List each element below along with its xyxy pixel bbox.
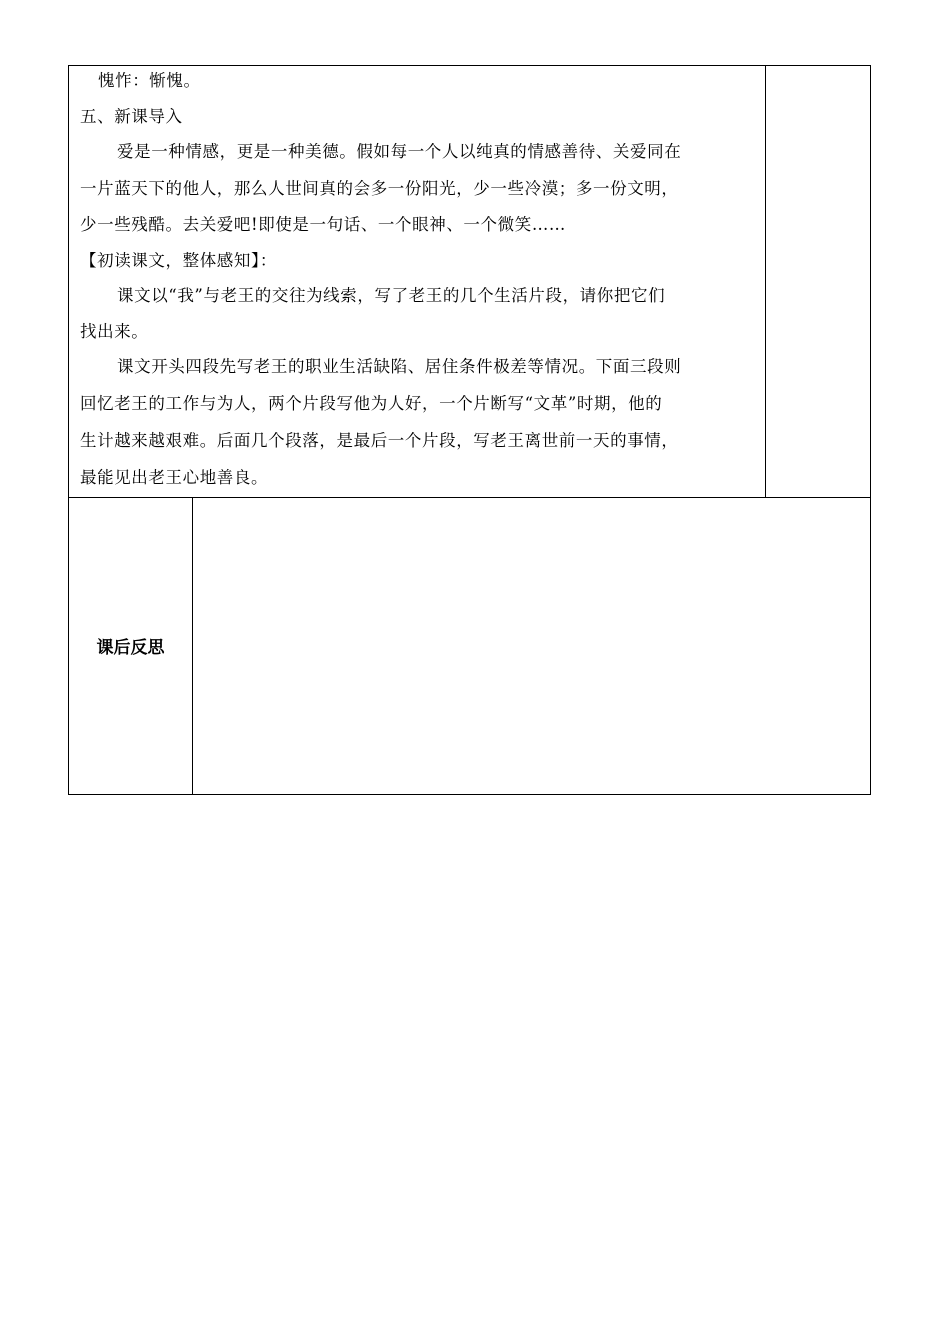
paragraph-line: 爱是一种情感，更是一种美德。假如每一个人以纯真的情感善待、关爱同在 (117, 142, 682, 161)
paragraph-line: 生计越来越艰难。后面几个段落，是最后一个片段，写老王离世前一天的事情， (80, 431, 679, 450)
paragraph-line: 最能见出老王心地善良。 (80, 468, 269, 487)
paragraph-line: 课文开头四段先写老王的职业生活缺陷、居住条件极差等情况。下面三段则 (117, 357, 682, 376)
vocab-note-line: 愧怍：惭愧。 (98, 71, 201, 90)
paragraph-line: 回忆老王的工作与为人，两个片段写他为人好，一个片断写“文革”时期，他的 (80, 394, 663, 413)
reflection-label: 课后反思 (96, 638, 165, 658)
section-heading: 五、新课导入 (80, 107, 183, 126)
reflection-label-cell (68, 497, 193, 795)
paragraph-line: 一片蓝天下的他人，那么人世间真的会多一份阳光，少一些冷漠；多一份文明， (80, 179, 679, 198)
reflection-body-cell (192, 497, 871, 795)
paragraph-line: 找出来。 (80, 322, 149, 341)
paragraph-line: 少一些残酷。去关爱吧!即使是一句话、一个眼神、一个微笑…… (80, 215, 567, 234)
paragraph-line: 课文以“我”与老王的交往为线索，写了老王的几个生活片段，请你把它们 (117, 286, 666, 305)
notes-side-cell (765, 65, 871, 498)
subsection-heading: 【初读课文，整体感知】： (80, 251, 277, 270)
